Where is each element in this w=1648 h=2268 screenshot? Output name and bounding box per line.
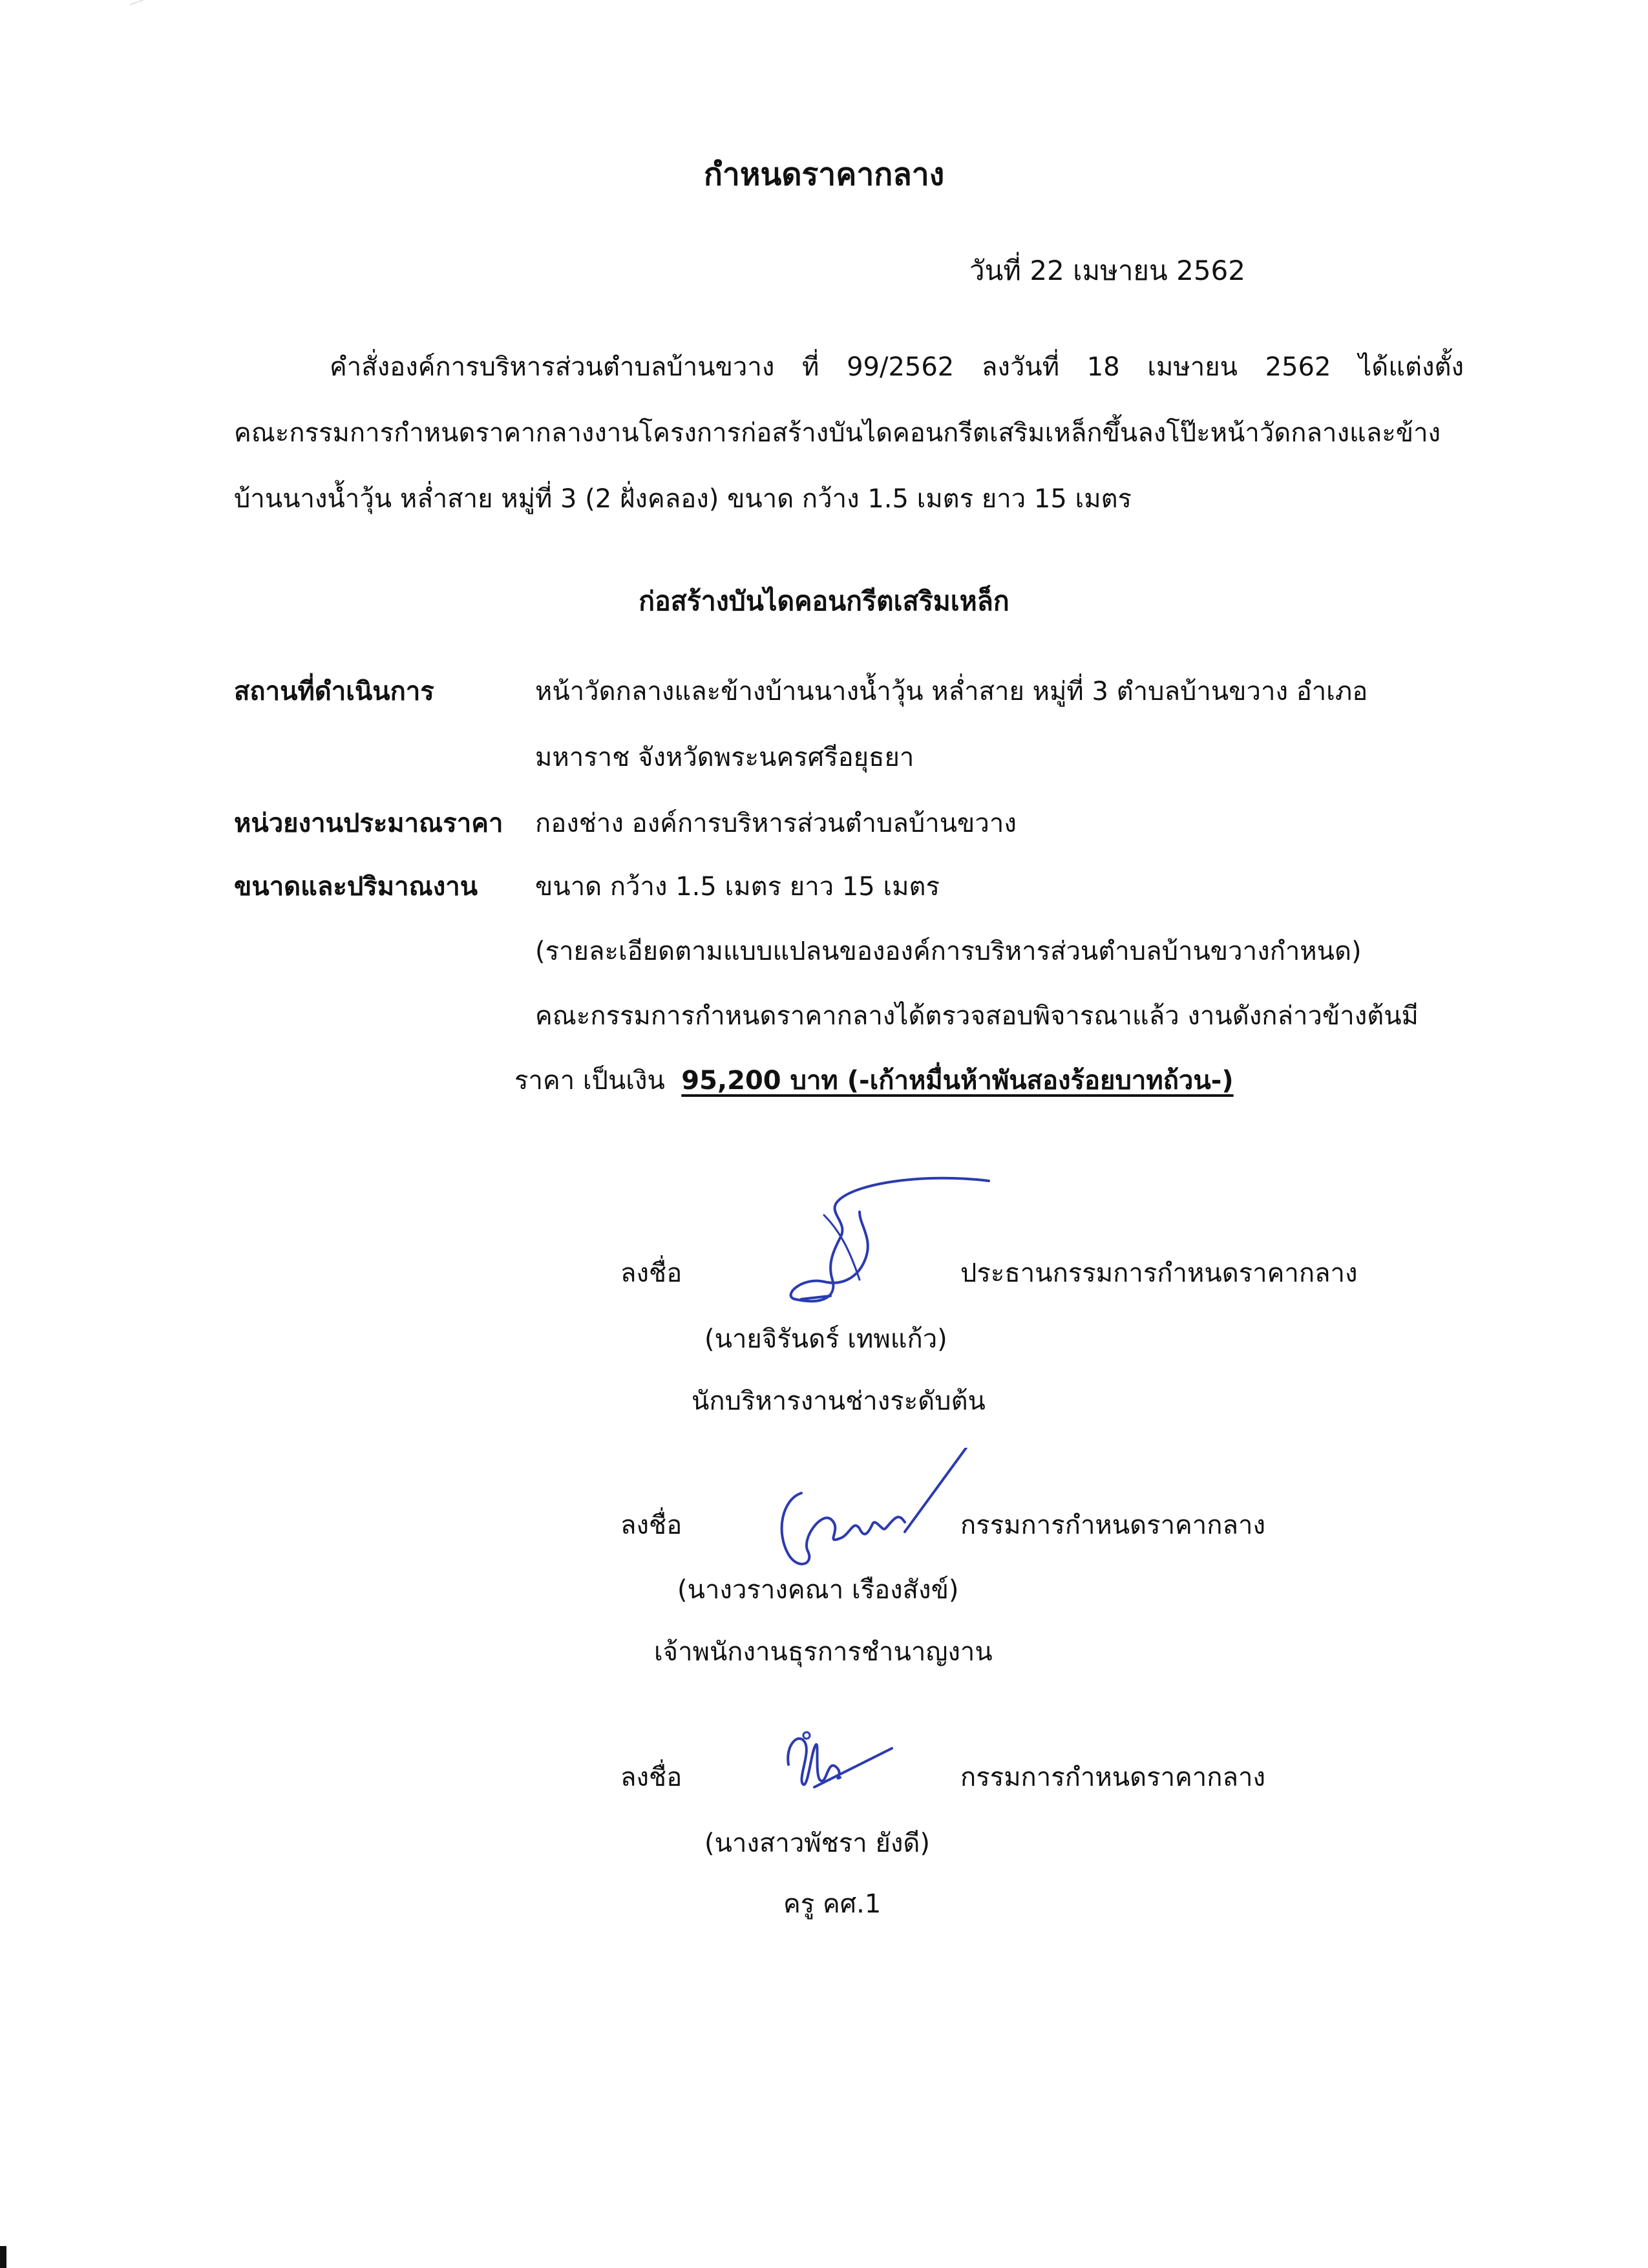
agency-value: กองช่าง องค์การบริหารส่วนตำบลบ้านขวาง [535, 809, 1017, 838]
signature-3-position: ครู คศ.1 [783, 1889, 882, 1919]
price-prefix: ราคา เป็นเงิน [514, 1066, 665, 1096]
signature-3-sign-label: ลงชื่อ [620, 1763, 682, 1792]
scan-artifact [130, 0, 154, 6]
signature-1-name: (นายจิรันดร์ เทพแก้ว) [704, 1324, 947, 1354]
signature-1-position: นักบริหารงานช่างระดับต้น [692, 1386, 986, 1416]
signature-2-sign-label: ลงชื่อ [620, 1510, 682, 1540]
signature-2-name: (นางวรางคณา เรืองสังข์) [677, 1575, 959, 1605]
price-amount: 95,200 บาท (-เก้าหมื่นห้าพันสองร้อยบาทถ้วน-) [681, 1066, 1234, 1096]
signature-3-image [769, 1719, 898, 1797]
signature-1-sign-label: ลงชื่อ [620, 1258, 682, 1288]
signature-2-image [769, 1448, 976, 1577]
document-date: วันที่ 22 เมษายน 2562 [969, 255, 1245, 286]
project-subtitle: ก่อสร้างบันไดคอนกรีตเสริมเหล็ก [639, 586, 1009, 617]
location-value-line-2: มหาราช จังหวัดพระนครศรีอยุธยา [535, 743, 914, 772]
agency-label: หน่วยงานประมาณราคา [234, 809, 503, 838]
size-label: ขนาดและปริมาณงาน [234, 872, 478, 902]
price-line [514, 1068, 1234, 1094]
intro-line-3: บ้านนางน้ำวุ้น หล่ำสาย หมู่ที่ 3 (2 ฝั่งคลอง) ขนาด กว้าง 1.5 เมตร ยาว 15 เมตร [234, 484, 1132, 514]
intro-line-2: คณะกรรมการกำหนดราคากลางงานโครงการก่อสร้างบันไดคอนกรีตเสริมเหล็กขึ้นลงโป๊ะหน้าวัดกลางและข้าง [234, 418, 1441, 448]
committee-note: คณะกรรมการกำหนดราคากลางได้ตรวจสอบพิจารณาแล้ว งานดังกล่าวข้างต้นมี [535, 1001, 1419, 1031]
signature-3-name: (นางสาวพัชรา ยังดี) [704, 1828, 931, 1858]
signature-2-position: เจ้าพนักงานธุรการชำนาญงาน [654, 1637, 993, 1667]
size-value: ขนาด กว้าง 1.5 เมตร ยาว 15 เมตร [535, 872, 940, 902]
location-label: สถานที่ดำเนินการ [234, 677, 434, 706]
intro-line-1: คำสั่งองค์การบริหารส่วนตำบลบ้านขวาง ที่ 99/2562 ลงวันที่ 18 เมษายน 2562 ได้แต่งตั้ง [330, 352, 1464, 382]
signature-1-image [763, 1173, 995, 1322]
signature-3-role: กรรมการกำหนดราคากลาง [960, 1763, 1265, 1792]
location-value-line-1: หน้าวัดกลางและข้างบ้านนางน้ำวุ้น หล่ำสาย หมู่ที่ 3 ตำบลบ้านขวาง อำเภอ [535, 677, 1368, 706]
detail-note: (รายละเอียดตามแบบแปลนขององค์การบริหารส่วนตำบลบ้านขวางกำหนด) [535, 937, 1362, 966]
signature-2-role: กรรมการกำหนดราคากลาง [960, 1510, 1265, 1540]
signature-1-role: ประธานกรรมการกำหนดราคากลาง [960, 1258, 1358, 1288]
document-title: กำหนดราคากลาง [703, 156, 945, 193]
scan-corner-mark [0, 2246, 6, 2268]
